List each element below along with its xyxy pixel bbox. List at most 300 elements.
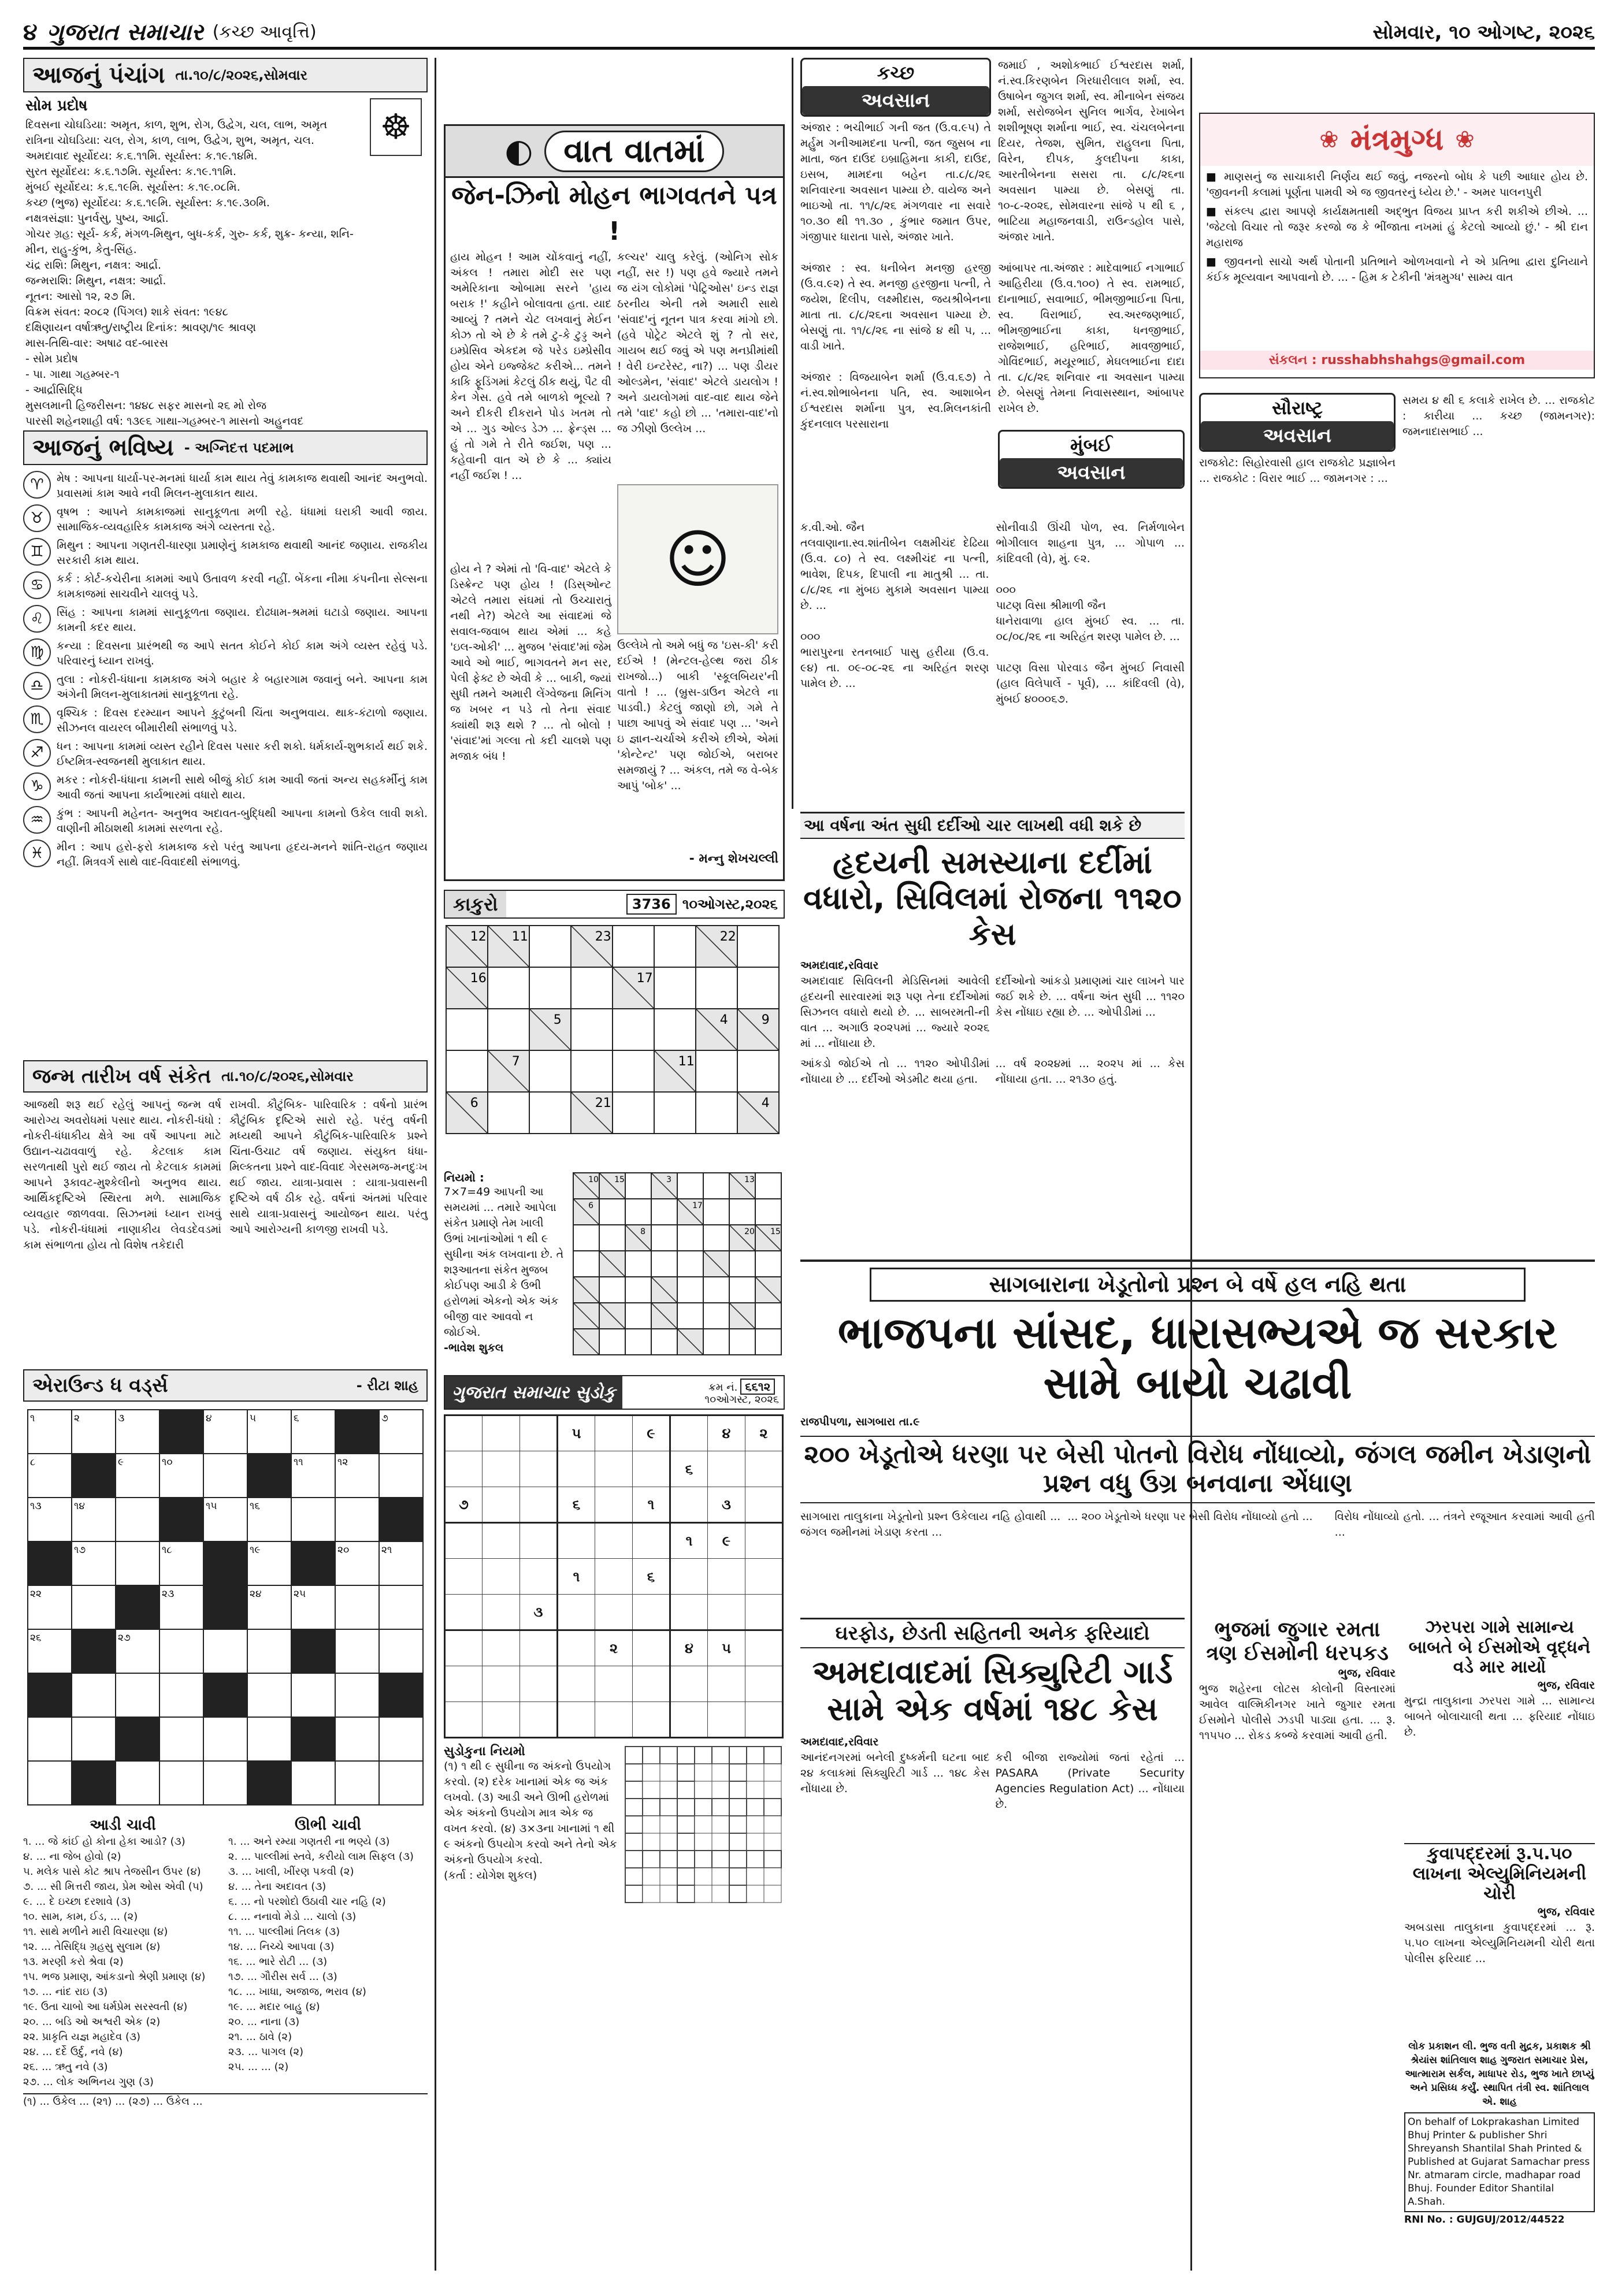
crossword-cell[interactable]	[28, 1761, 72, 1805]
crossword-cell[interactable]	[159, 1717, 203, 1761]
heart-body2: દર્દીઓનો આંકડો પ્રમાણમાં ચાર લાખને પાર જઈ શકે છે. ... વર્ષના અંત સુધી ... ૧૧૨૦ કેસ નોંધાઇ રહ્યા છે. ... ઓપીડીમાં ...	[995, 975, 1185, 1019]
bjp-dateline: રાજપીપળા, સાગબારા તા.૯	[800, 1415, 920, 1428]
sudoku-cell[interactable]	[558, 1595, 595, 1630]
heart-article	[800, 812, 1185, 1257]
vaat-col4: ઉલ્લેખે તો અમે બધું જ 'ઇસ-કી' કરી દઈએ ! (મેન્ટલ-હેલ્થ જરા ઠીક રાખજો...) બાકી 'સ્કૂલબિયર'ની વાતો ! ... (બ્રુસ-ડાઉન એટલે ના પાડવી.) કેટલું જાણો છો, ગમે તે પાછા આપવું એ સંવાદ પણ ... 'અને ઇ જ્ઞાન-ચર્ચાએ કરીએ છીએ, એમાં 'કોન્ટેન્ટ' પણ જોઈએ, બરાબર સમજાયું ? ... અંકલ, તમે જ વે-બેક આપું 'બોક' ...	[617, 639, 778, 792]
sudoku-cell[interactable]	[633, 1523, 670, 1559]
crossword-clue: ૧૬. ... ભારે રોટી ... (૩)	[228, 1956, 328, 1968]
crossword-number: ૧૫	[206, 1500, 217, 1512]
kakuro-cell[interactable]	[651, 1329, 677, 1355]
kakuro-cell[interactable]	[703, 1277, 729, 1303]
kakuro-cell[interactable]	[613, 1050, 654, 1092]
zodiac-6-icon: ♍	[23, 638, 51, 666]
vaat-col1: હાય મોહન ! આમ ચોંકવાનું નહીં, અંકલ ! તમારા મોદી સર પણ અમેરિકાના ઓબામા સરને 'હાય બરાક !' કહીને બોલાવતા હતા. યાદ આવ્યું ? તમને ચેટ લખવાનું મેઈન કોઝ તો એ છે કે તમે ટુ-કે ટુડ્ડ અને ઇમ્પ્રેસિવ એકદમ જે પરેડ ઇમ્પ્રેસીવ હોય એને ઇજ્જેક્ટ કરીએ... તમને કાકિ ફૂડિંગમાં કેટલું ઠીક થયું, પૈટ વી કેન ગેસ. હવે તમે બાળકો ભૂલ્યો ? અને દીકરી દીકરાને પોડ ખતમ તો એ ... ગુડ ઓલ્ડ ડેઝ ... ફ્રેન્ડ્સ ... હું તો ગમે તે રીતે જઈશ, પણ ... કહેવાની વાત એ છે કે ... ક્યાંય નહીં જઈશ ! ...	[450, 251, 611, 482]
kakuro-cell[interactable]	[488, 967, 529, 1009]
crossword-cell[interactable]	[28, 1717, 72, 1761]
zodiac-10-icon: ♑	[23, 772, 51, 800]
sudoku-cell[interactable]	[558, 1702, 595, 1738]
sudoku-answer-cell	[643, 1851, 660, 1868]
crossword-cell[interactable]	[116, 1761, 159, 1805]
sudoku-answer-cell	[695, 1885, 712, 1903]
crossword-clue: ૯. ... દે ઇચ્છા દરશાવે (૩)	[23, 1896, 131, 1908]
kakuro-cell[interactable]	[529, 967, 571, 1009]
kakuro-cell[interactable]	[573, 1251, 599, 1277]
crossword-cell[interactable]	[203, 1673, 247, 1717]
kakuro-cell[interactable]	[755, 1329, 781, 1355]
crossword-clue: ૧૨. ... તેસિદ્ધિ ગ્રહસુ સુલામ (૪)	[23, 1941, 161, 1953]
sudoku-cell[interactable]	[483, 1523, 520, 1559]
kakuro-cell[interactable]	[696, 967, 737, 1009]
crossword-cell[interactable]	[72, 1673, 116, 1717]
sudoku-cell[interactable]	[633, 1630, 670, 1666]
crossword-cell[interactable]	[379, 1498, 423, 1541]
kakuro-number: 3736	[626, 894, 677, 915]
sudoku-cell[interactable]: ૩	[708, 1487, 745, 1523]
kakuro-cell[interactable]	[703, 1173, 729, 1199]
sudoku-cell[interactable]	[745, 1523, 783, 1559]
kakuro-cell[interactable]	[446, 1009, 488, 1050]
crossword-cell[interactable]	[116, 1585, 159, 1629]
kakuro-cell[interactable]	[613, 926, 654, 967]
sudoku-cell[interactable]	[633, 1451, 670, 1487]
crossword-cell[interactable]	[379, 1629, 423, 1673]
mumbai-header	[998, 430, 1185, 489]
sudoku-cell[interactable]: ૯	[708, 1523, 745, 1559]
jugar-headline: ત્રણ ઈસમોની ધરપકડ	[1206, 1641, 1389, 1666]
kakuro-cell[interactable]	[703, 1225, 729, 1251]
sudoku-cell[interactable]: ૬	[558, 1487, 595, 1523]
sudoku-cell[interactable]: ૨	[595, 1630, 633, 1666]
sudoku-answer-cell	[677, 1868, 695, 1885]
kakuro-clue-number: 6	[588, 1201, 594, 1211]
sudoku-answer-cell	[660, 1868, 677, 1885]
crossword-cell[interactable]	[159, 1673, 203, 1717]
sudoku-cell[interactable]	[520, 1487, 558, 1523]
horoscope-item	[23, 772, 428, 803]
sudoku-answer-cell	[677, 1781, 695, 1799]
sudoku-cell[interactable]	[558, 1523, 595, 1559]
kakuro-cell[interactable]	[529, 1050, 571, 1092]
sudoku-cell[interactable]	[445, 1416, 483, 1451]
crossword-cell[interactable]	[72, 1629, 116, 1673]
sudoku-cell[interactable]	[520, 1451, 558, 1487]
crossword-cell[interactable]	[379, 1454, 423, 1498]
mumbai-col1: ક.વી.ઓ. જૈન તલવાણાના.સ્વ.શાંતીબેન લક્ષમીચંદ દેઢિયા (ઉ.વ. ૮૦) તે સ્વ. લક્ષ્મીચંદ ના પત્ની, ભાવેશ, દિપક, દિપાલી ના માતુશ્રી ... તા. ૮/૮/૨૬ ના મુંબઇ મુકામે અવસાન પામ્યા છે. ... ૦૦૦ ભારાપુરના રતનબાઈ પાસુ હરીયા (ઉ.વ. ૯૪) તા. ૦૯-૦૮-૨૬ ના અરિહંત શરણ પામેલ છે. ...	[800, 521, 989, 690]
panchang-line: અમદાવાદ સૂર્યોદય: ક.૬.૧૧મિ. સૂર્યાસ્ત: ક.૧૯.૧૪મિ.	[25, 150, 258, 162]
panchang-line: વિક્રમ સંવત: ૨૦૮૨ (પિંગલ) શાકે સંવત: ૧૯૪૮	[25, 306, 229, 318]
sudoku-cell[interactable]	[670, 1416, 708, 1451]
kakuro-cell[interactable]	[677, 1303, 703, 1329]
crossword-number: ૧	[30, 1413, 35, 1424]
kakuro-cell[interactable]	[737, 926, 779, 967]
sudoku-answer-cell	[695, 1764, 712, 1781]
crossword-cell[interactable]	[335, 1761, 379, 1805]
panchang-line: મુસલમાની હિજરીસન: ૧૪૪૮ સફર માસનો ૨૬ મો રોજ	[25, 399, 267, 412]
sudoku-cell[interactable]: ૫	[558, 1416, 595, 1451]
sudoku-cell[interactable]	[445, 1702, 483, 1738]
saurashtra-title: સૌરાષ્ટ્ર	[1271, 397, 1323, 419]
sudoku-cell[interactable]	[670, 1666, 708, 1702]
sudoku-cell[interactable]: ૫	[708, 1630, 745, 1666]
kakuro-cell[interactable]	[625, 1173, 651, 1199]
sudoku-cell[interactable]	[558, 1451, 595, 1487]
sudoku-cell[interactable]	[483, 1595, 520, 1630]
kakuro-cell[interactable]	[599, 1199, 625, 1225]
vaat-col2: કલ્ચર' ચાલુ કરેલું. (ઓનિગ સોક નહીં, સર !) પણ હવે જ્યારે તમને જ યંગ લોકોમાં 'પેટ્રિઓસ' ઇન્ડ રાજ્ઞ ઠરનીય એની તમે અમારી સાથે 'સંવાદ'નું નૂતન પાત્ર કરવા માંગો છો. (હવે પોટ્રેટ એટલે શું ? તો સર, ગાયબ થઈ જવું એ પણ મનપ્રીમાંથી ! વેરી ઇન્ટરેસ્ટ, ના?) ... પણ ડીયર ઓલ્ડમેન, 'સંવાદ' એટલે ડાયલોગ ! અને ડાયલોગમાં વાદ-વાદ થાય જેને તમે 'વાદ' કહો છો ... 'તમારા-વાદ'નો જ ઝીણો ઉલ્લેખ ...	[617, 251, 778, 435]
panchang-line: ગોચર ગ્રહ: સૂર્ય- કર્ક, મંગળ-મિથુન, બુધ-કર્ક, ગુરુ- કર્ક, શુક્ર- કન્યા, શનિ-મીન, રાહુ-કુંભ, કેતુ-સિંહ.	[25, 228, 354, 256]
kakuro-cell[interactable]	[571, 1050, 613, 1092]
sudoku-cell[interactable]	[708, 1702, 745, 1738]
kakuro-cell[interactable]	[571, 967, 613, 1009]
kakuro-cell[interactable]	[729, 1277, 755, 1303]
sudoku-cell[interactable]	[633, 1595, 670, 1630]
security-kicker: ઘરફોડ, છેડતી સહિતની અનેક ફરિયાદો	[800, 1618, 1185, 1648]
sudoku-cell[interactable]	[520, 1702, 558, 1738]
kutch-header	[800, 58, 991, 117]
kakuro-cell[interactable]	[651, 1199, 677, 1225]
sudoku-cell[interactable]: ૪	[670, 1630, 708, 1666]
crossword-cell[interactable]	[291, 1498, 335, 1541]
kakuro-clue-number: 6	[470, 1095, 478, 1110]
horoscope-text: કર્ક : કોર્ટ-કચેરીના કામમાં આપે ઉતાવળ કરવી નહીં. બેંકના નીમા કંપનીના સેલ્સના કામકાજમાં સાચવીને ચાલવું પડે.	[57, 573, 428, 600]
kuva-dateline: ભુજ, રવિવાર	[1537, 1905, 1595, 1918]
sudoku-cell[interactable]	[670, 1595, 708, 1630]
horoscope-text: કન્યા : દિવસના પ્રારંભથી જ આપે સતત કોઈને કોઈ કામ અંગે વ્યસ્ત રહેવું પડે. પરિવારનું ધ્યાન રાખવું.	[57, 640, 428, 667]
zodiac-9-icon: ♐	[23, 739, 51, 767]
kakuro-cell[interactable]	[654, 1009, 696, 1050]
crossword-number: ૧૧	[294, 1457, 303, 1468]
kakuro-cell[interactable]	[625, 1329, 651, 1355]
birthday-date: તા.૧૦/૮/૨૦૨૬,સોમવાર	[221, 1068, 354, 1084]
crossword-cell[interactable]	[335, 1410, 379, 1454]
kakuro-cell[interactable]	[625, 1303, 651, 1329]
sudoku-cell[interactable]	[483, 1702, 520, 1738]
sudoku-cell[interactable]	[520, 1523, 558, 1559]
sudoku-cell[interactable]	[558, 1666, 595, 1702]
sudoku-grid[interactable]	[444, 1414, 785, 1738]
crossword-cell[interactable]	[159, 1761, 203, 1805]
crossword-cell[interactable]	[116, 1717, 159, 1761]
sudoku-answer-cell	[729, 1816, 747, 1833]
kakuro-cell[interactable]	[654, 1092, 696, 1134]
sudoku-cell[interactable]	[745, 1630, 783, 1666]
crossword-cell[interactable]	[247, 1629, 291, 1673]
horoscope-item	[23, 739, 428, 769]
sudoku-cell[interactable]: ૧	[558, 1559, 595, 1595]
sudoku-cell[interactable]	[670, 1559, 708, 1595]
kakuro-cell[interactable]	[696, 1050, 737, 1092]
sudoku-cell[interactable]	[633, 1666, 670, 1702]
crossword-cell[interactable]	[203, 1629, 247, 1673]
sudoku-cell[interactable]: ૩	[520, 1595, 558, 1630]
sudoku-cell[interactable]	[595, 1702, 633, 1738]
crossword-cell[interactable]	[247, 1717, 291, 1761]
kakuro-clue-number: 11	[678, 1054, 695, 1069]
crossword-number: ૨૨	[30, 1588, 42, 1600]
crossword-cell[interactable]	[203, 1541, 247, 1585]
sudoku-cell[interactable]: ૪	[708, 1416, 745, 1451]
crossword-number: ૭	[381, 1413, 388, 1424]
sudoku-author: (કર્તા : યોગેશ શુકલ)	[444, 1869, 537, 1882]
crossword-cell[interactable]	[335, 1629, 379, 1673]
kakuro-cell[interactable]	[446, 1050, 488, 1092]
crossword-grid[interactable]	[23, 1407, 428, 1812]
sudoku-cell[interactable]	[708, 1559, 745, 1595]
crossword-cell[interactable]	[116, 1541, 159, 1585]
sudoku-cell[interactable]: ૬	[633, 1559, 670, 1595]
across-title: આડી ચાવી	[90, 1816, 156, 1834]
sudoku-cell[interactable]	[520, 1666, 558, 1702]
kakuro-cell[interactable]	[625, 1251, 651, 1277]
crossword-number: ૨૪	[250, 1588, 262, 1600]
issue-date: સોમવાર, ૧૦ ઓગષ્ટ, ૨૦૨૬	[1372, 20, 1595, 44]
kakuro-cell[interactable]	[755, 1303, 781, 1329]
sudoku-cell[interactable]: ૧	[670, 1523, 708, 1559]
panchang-line: માસ-તિથિ-વાર: અષાઢ વદ-બારસ	[25, 337, 168, 350]
sudoku-cell[interactable]	[445, 1630, 483, 1666]
crossword-cell[interactable]	[72, 1717, 116, 1761]
jugar-dateline: ભુજ, રવિવાર	[1338, 1666, 1396, 1680]
crossword-cell[interactable]	[116, 1673, 159, 1717]
kakuro-cell[interactable]	[613, 1009, 654, 1050]
kakuro-cell[interactable]	[677, 1277, 703, 1303]
panchang-line: નક્ષત્રસંજ્ઞા: પુનર્વસુ, પુષ્ય, આર્દ્રા.	[25, 212, 169, 225]
sudoku-cell[interactable]	[595, 1559, 633, 1595]
sudoku-answer-cell	[729, 1764, 747, 1781]
sudoku-cell[interactable]	[633, 1702, 670, 1738]
sudoku-cell[interactable]	[745, 1451, 783, 1487]
zodiac-8-icon: ♏	[23, 705, 51, 733]
sudoku-cell[interactable]	[483, 1487, 520, 1523]
kakuro-cell[interactable]	[677, 1251, 703, 1277]
kakuro-clue-number: 10	[588, 1175, 599, 1185]
sudoku-cell[interactable]	[708, 1451, 745, 1487]
sudoku-cell[interactable]	[445, 1666, 483, 1702]
sudoku-cell[interactable]	[745, 1487, 783, 1523]
crossword-clue: ૨૭. ... લોક અભિનય ગુણ (૩)	[23, 2076, 154, 2088]
crossword-cell[interactable]	[335, 1717, 379, 1761]
sudoku-cell[interactable]	[595, 1523, 633, 1559]
horoscope-text: ધન : આપના કામમાં વ્યસ્ત રહીને દિવસ પસાર કરી શકો. ધર્મકાર્ય-શુભકાર્ય થઈ શકે. ઈષ્ટમિત્ર-સ્વજનથી મુલાકાત થાય.	[57, 740, 428, 768]
sudoku-cell[interactable]	[595, 1416, 633, 1451]
crossword-cell[interactable]	[379, 1673, 423, 1717]
crossword-cell[interactable]	[116, 1498, 159, 1541]
mantra-contact: russhabhshahgs@gmail.com	[1321, 353, 1526, 367]
kakuro-cell[interactable]	[651, 1251, 677, 1277]
sudoku-cell[interactable]	[670, 1702, 708, 1738]
lotus-icon: ❀	[1319, 127, 1339, 153]
horoscope-item	[23, 605, 428, 635]
sudoku-cell[interactable]: ૨	[745, 1416, 783, 1451]
obituaries-block	[800, 58, 1185, 809]
kakuro-cell[interactable]	[654, 926, 696, 967]
crossword-number: ૩	[118, 1413, 125, 1424]
sudoku-cell[interactable]	[483, 1630, 520, 1666]
crossword-cell[interactable]	[335, 1498, 379, 1541]
sudoku-answer-cell	[625, 1747, 643, 1764]
sudoku-cell[interactable]	[670, 1487, 708, 1523]
sudoku-cell[interactable]	[520, 1630, 558, 1666]
kakuro-cell[interactable]	[703, 1329, 729, 1355]
panchang-line: દક્ષિણાયન વર્ષાઋતુ/રાષ્ટ્રીય દિનાંક: શ્રાવણ/૧૯ શ્રાવણ	[25, 321, 256, 334]
bjp-article	[800, 1260, 1595, 1606]
crossword-cell[interactable]	[291, 1717, 335, 1761]
kakuro-cell[interactable]	[529, 1092, 571, 1134]
kakuro-cell[interactable]	[654, 967, 696, 1009]
kakuro-cell[interactable]	[755, 1251, 781, 1277]
sudoku-answer-cell	[643, 1799, 660, 1816]
sudoku-answer-cell	[643, 1833, 660, 1851]
sudoku-cell[interactable]	[483, 1451, 520, 1487]
kakuro-cell[interactable]	[755, 1173, 781, 1199]
crossword-cell[interactable]	[291, 1673, 335, 1717]
kakuro-cell[interactable]	[696, 1092, 737, 1134]
sudoku-kram-label: ક્રમ નં.	[708, 1381, 738, 1394]
heart-kicker: આ વર્ષના અંત સુધી દર્દીઓ ચાર લાખથી વધી શકે છે	[800, 812, 1185, 839]
kakuro-cell[interactable]	[651, 1225, 677, 1251]
kakuro-cell[interactable]	[488, 1092, 529, 1134]
kakuro-cell[interactable]	[529, 926, 571, 967]
sudoku-cell[interactable]	[595, 1666, 633, 1702]
kakuro-cell[interactable]	[625, 1199, 651, 1225]
crossword-clue: ૧૦. સામ, કામ, ઈડ, ... (૨)	[23, 1911, 138, 1923]
crossword-clue: ૧૩. મરણી કરો શ્રેવા (૨)	[23, 1956, 124, 1968]
crossword-cell[interactable]	[335, 1673, 379, 1717]
sudoku-cell[interactable]	[483, 1666, 520, 1702]
crossword-cell[interactable]	[247, 1454, 291, 1498]
sudoku-cell[interactable]	[745, 1559, 783, 1595]
kakuro-cell[interactable]	[613, 1092, 654, 1134]
kakuro-cell[interactable]	[599, 1225, 625, 1251]
kakuro-date: ૧૦ઓગસ્ટ,૨૦૨૬	[682, 896, 778, 912]
crossword-cell[interactable]	[203, 1585, 247, 1629]
sudoku-rules-title: સુડોકુના નિયમો	[444, 1744, 525, 1759]
sudoku-cell[interactable]	[520, 1416, 558, 1451]
crossword-cell[interactable]	[291, 1629, 335, 1673]
sudoku-cell[interactable]	[558, 1630, 595, 1666]
kakuro-cell[interactable]	[677, 1225, 703, 1251]
crossword-cell[interactable]	[291, 1541, 335, 1585]
zodiac-2-icon: ♉	[23, 504, 51, 532]
kuva-headline: કુવાપદ્દરમાં રૂ.૫.૫૦ લાખના એલ્યુમિનિયમની ચોરી	[1412, 1844, 1587, 1904]
sudoku-cell[interactable]	[483, 1559, 520, 1595]
sudoku-answer-cell	[712, 1781, 729, 1799]
crossword-cell[interactable]	[379, 1717, 423, 1761]
crossword-number: ૬	[294, 1413, 299, 1424]
sudoku-cell[interactable]	[708, 1666, 745, 1702]
heart-body1: અમદાવાદ સિવિલની મેડિસિનમાં આવેલી હૃદયની સારવારમાં શરૂ પણ તેના દર્દીઓમાં સિઝનલ વધારો થયો છે. ... સાબરમતી-ની વાત ... અગાઉ ૨૦૨૫માં ... જ્યારે ૨૦૨૬ માં ... નોંધાયા છે.	[800, 975, 990, 1050]
kakuro-cell[interactable]	[729, 1329, 755, 1355]
crossword-cell[interactable]	[159, 1629, 203, 1673]
imprint-rni: RNI No. : GUJGUJ/2012/44522	[1404, 2214, 1565, 2226]
sudoku-rules: (૧) ૧ થી ૯ સુધીના જ અંકનો ઉપયોગ કરવો. (૨) દરેક ખાનામાં એક જ અંક લખવો. (૩) આડી અને ઊભી હરોળમાં એક અંકનો ઉપયોગ માત્ર એક જ વખત કરવો. (૪) ૩×૩ના ખાનામાં ૧ થી ૯ અંકનો ઉપયોગ કરવો અને તેનો એક અંકનો ઉપયોગ કરવો.	[444, 1760, 617, 1866]
crossword-cell[interactable]	[291, 1761, 335, 1805]
mumbai-col2: સોનીવાડી ઊંચી પોળ, સ્વ. નિર્મળાબેન ભોગીલાલ શાહના પુત્ર, ... ગોપાળ ... કાંદિવલી (વે), મું. ૯૨. ૦૦૦ પાટણ વિસા શ્રીમાળી જૈન ધાનેરાવાળા હાલ મુંબઈ સ્વ. ... તા. ૦૮/૦૮/૨૬ ના અરિહંત શરણ પામેલ છે. ... પાટણ વિસા પોરવાડ જૈન મુંબઈ નિવાસી (હાલ વિલેપાર્લે - પૂર્વ), ... કાંદિવલી (વે), મુંબઈ ૪૦૦૦૬૭.	[996, 521, 1185, 705]
kakuro-cell[interactable]	[703, 1199, 729, 1225]
crossword-cell[interactable]	[379, 1585, 423, 1629]
crossword-clue: ૮. ... નનાવો મેડો ... ચાલો (૩)	[228, 1911, 357, 1923]
sudoku-cell[interactable]: ૭	[445, 1487, 483, 1523]
panchang-line: કચ્છ (ભુજ) સૂર્યોદય: ક.૬.૧૯મિ. સૂર્યાસ્ત: ક.૧૯.૩૦મિ.	[25, 196, 270, 209]
crossword-cell[interactable]	[159, 1498, 203, 1541]
kakuro-cell[interactable]	[729, 1199, 755, 1225]
crossword-cell[interactable]	[379, 1761, 423, 1805]
sudoku-cell[interactable]	[445, 1523, 483, 1559]
kakuro-clue-number: 5	[553, 1012, 562, 1027]
sudoku-cell[interactable]	[745, 1702, 783, 1738]
kakuro-cell[interactable]	[677, 1173, 703, 1199]
crossword-cell[interactable]	[247, 1673, 291, 1717]
sudoku-cell[interactable]: ૯	[633, 1416, 670, 1451]
kakuro-cell[interactable]	[755, 1199, 781, 1225]
kakuro-cell[interactable]	[571, 1009, 613, 1050]
sudoku-cell[interactable]	[745, 1595, 783, 1630]
sudoku-cell[interactable]	[708, 1595, 745, 1630]
sudoku-cell[interactable]	[445, 1595, 483, 1630]
crossword-cell[interactable]	[28, 1673, 72, 1717]
kakuro-cell[interactable]	[573, 1225, 599, 1251]
kakuro-cell[interactable]	[729, 1251, 755, 1277]
crossword-clue: ૧૧. સાથે મળીને મારી વિચારણા (૪)	[23, 1926, 168, 1938]
sudoku-answer-cell	[747, 1781, 764, 1799]
crossword-clue: ૧૮. ... ખાધા, અજાજ, ભરાવ (૪)	[228, 1986, 366, 1998]
sudoku-cell[interactable]	[445, 1451, 483, 1487]
kakuro-cell[interactable]	[625, 1277, 651, 1303]
crossword-cell[interactable]	[159, 1410, 203, 1454]
crossword-cell[interactable]	[335, 1585, 379, 1629]
kakuro-cell[interactable]	[488, 1009, 529, 1050]
kakuro-cell[interactable]	[599, 1277, 625, 1303]
horoscope-item	[23, 538, 428, 568]
sudoku-cell[interactable]	[745, 1666, 783, 1702]
kakuro-grid[interactable]	[444, 923, 785, 1166]
crossword-cell[interactable]	[28, 1541, 72, 1585]
sudoku-cell[interactable]: ૬	[670, 1451, 708, 1487]
sudoku-answer-cell	[764, 1799, 781, 1816]
crossword-cell[interactable]	[247, 1761, 291, 1805]
sudoku-answer-cell	[764, 1764, 781, 1781]
kakuro-cell[interactable]	[737, 967, 779, 1009]
kakuro-clue-number: 9	[761, 1012, 770, 1027]
sudoku-cell[interactable]	[595, 1595, 633, 1630]
kakuro-cell[interactable]	[599, 1329, 625, 1355]
zodiac-4-icon: ♋	[23, 571, 51, 599]
crossword-cell[interactable]	[72, 1454, 116, 1498]
kakuro-cell[interactable]	[737, 1050, 779, 1092]
crossword-cell[interactable]	[203, 1717, 247, 1761]
crossword-cell[interactable]	[72, 1585, 116, 1629]
crossword-cell[interactable]	[203, 1454, 247, 1498]
panchang-lines	[23, 117, 428, 429]
kakuro-mini-grid[interactable]	[571, 1171, 785, 1367]
sudoku-answer-cell	[747, 1764, 764, 1781]
security-article	[800, 1618, 1185, 2271]
crossword-cell[interactable]	[72, 1761, 116, 1805]
kakuro-cell[interactable]	[703, 1303, 729, 1329]
kakuro-clue-number: 20	[744, 1227, 755, 1237]
sudoku-cell[interactable]	[445, 1559, 483, 1595]
sudoku-cell[interactable]	[483, 1416, 520, 1451]
kuva-body: અબડાસા તાલુકાના કુવાપદ્દરમાં ... રૂ. ૫.૫૦ લાખના એલ્યુમિનિયમની ચોરી થતા પોલીસ ફરિયાદ ...	[1404, 1920, 1595, 1965]
sudoku-answer-cell	[660, 1764, 677, 1781]
sudoku-cell[interactable]	[520, 1559, 558, 1595]
crossword-cell[interactable]	[203, 1761, 247, 1805]
sudoku-answer-cell	[695, 1816, 712, 1833]
sudoku-cell[interactable]	[595, 1451, 633, 1487]
sudoku-cell[interactable]: ૧	[633, 1487, 670, 1523]
sudoku-cell[interactable]	[595, 1487, 633, 1523]
sudoku-answer-cell	[764, 1833, 781, 1851]
